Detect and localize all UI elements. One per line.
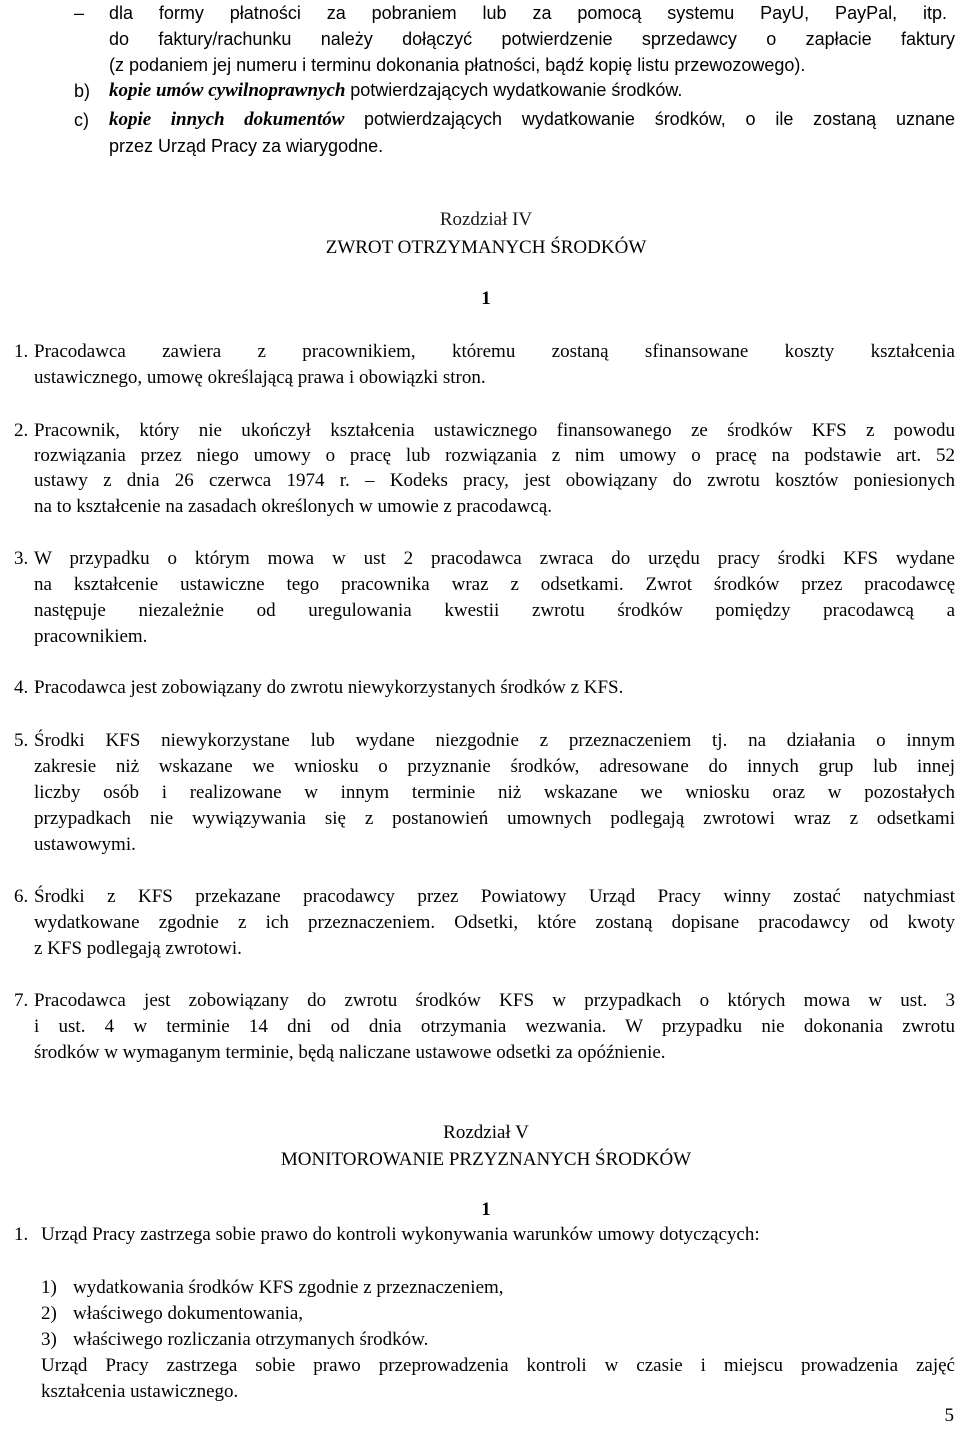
para-6-number: 6.	[14, 886, 29, 907]
para-6-line-3: z KFS podlegają zwrotowi.	[34, 938, 242, 959]
item-c-line-2: przez Urząd Pracy za wiarygodne.	[109, 136, 384, 156]
list-item-3-number: 3)	[41, 1329, 57, 1350]
para-2-line-1: Pracownik, który nie ukończył kształcenia ustawicznego finansowanego ze środków KFS z powodu	[34, 420, 955, 441]
para-3-line-1: W przypadku o którym mowa w ust 2 pracodawca zwraca do urzędu pracy środki KFS wydane	[34, 548, 955, 569]
para-4-number: 4.	[14, 677, 29, 698]
para-1-line-1: Pracodawca zawiera z pracownikiem, któremu zostaną sfinansowane koszty kształcenia	[34, 341, 955, 362]
para-3-number: 3.	[14, 548, 29, 569]
list-item-1-number: 1)	[41, 1277, 57, 1298]
chapter-5-title: Rozdział V	[443, 1122, 529, 1143]
chapter-4-title: Rozdział IV	[439, 209, 533, 230]
para-2-line-4: na to kształcenie na zasadach określonych w umowie z pracodawcą.	[34, 496, 553, 517]
chapter-5-section-number: 1	[481, 1199, 491, 1220]
chapter-5-intro: Urząd Pracy zastrzega sobie prawo do kontroli wykonywania warunków umowy dotyczących:	[41, 1224, 760, 1245]
para-2-line-2: rozwiązania przez niego umowy o pracę lub rozwiązania z nim umowy o pracę na podstawie art. 52	[34, 445, 955, 466]
para-7-line-3: środków w wymaganym terminie, będą naliczane ustawowe odsetki za opóźnienie.	[34, 1042, 666, 1063]
page-number: 5	[944, 1405, 954, 1426]
para-3-line-4: pracownikiem.	[34, 626, 148, 647]
para-3-line-2: na kształcenie ustawiczne tego pracownika wraz z odsetkami. Zwrot środków przez pracodawcę	[34, 574, 955, 595]
para-5-line-4: przypadkach nie wywiązywania się z postanowień umownych podlegają zwrotowi wraz z odsetkami	[34, 808, 955, 829]
para-4-line-1: Pracodawca jest zobowiązany do zwrotu niewykorzystanych środków z KFS.	[34, 677, 624, 698]
para-5-line-5: ustawowymi.	[34, 834, 136, 855]
para-2-number: 2.	[14, 420, 29, 441]
item-c-emphasis: kopie innych dokumentów	[109, 109, 345, 130]
closing-line-2: kształcenia ustawicznego.	[41, 1381, 239, 1402]
chapter-4-section-number: 1	[481, 288, 491, 309]
bullet-dash: –	[74, 3, 85, 23]
list-item-2-text: właściwego dokumentowania,	[73, 1303, 304, 1324]
para-7-line-1: Pracodawca jest zobowiązany do zwrotu środków KFS w przypadkach o których mowa w ust. 3	[34, 990, 955, 1011]
para-2-line-3: ustawy z dnia 26 czerwca 1974 r. – Kodeks pracy, jest obowiązany do zwrotu kosztów poniesionych	[34, 470, 955, 491]
item-b-marker: b)	[74, 81, 91, 101]
para-6-line-1: Środki z KFS przekazane pracodawcy przez Powiatowy Urząd Pracy winny zostać natychmiast	[34, 886, 955, 907]
para-5-line-3: liczby osób i realizowane w innym terminie niż wskazane we wniosku oraz w pozostałych	[34, 782, 955, 803]
chapter-4-subtitle: ZWROT OTRZYMANYCH ŚRODKÓW	[325, 237, 647, 258]
item-c-rest: potwierdzających wydatkowanie środków, o ile zostaną uznane	[363, 109, 955, 129]
para-6-line-2: wydatkowane zgodnie z ich przeznaczeniem. Odsetki, które zostaną dopisane pracodawcy od kwoty	[34, 912, 955, 933]
list-item-2-number: 2)	[41, 1303, 57, 1324]
para-5-number: 5.	[14, 730, 29, 751]
item-c-marker: c)	[74, 110, 89, 130]
list-item-3-text: właściwego rozliczania otrzymanych środków.	[73, 1329, 429, 1350]
chapter-5-subtitle: MONITOROWANIE PRZYZNANYCH ŚRODKÓW	[280, 1149, 692, 1170]
top-line-2: do faktury/rachunku należy dołączyć potwierdzenie sprzedawcy o zapłacie faktury	[109, 29, 955, 49]
item-b-text	[109, 79, 682, 102]
para-3-line-3: następuje niezależnie od uregulowania kwestii zwrotu środków pomiędzy pracodawcą a	[34, 600, 955, 621]
para-7-number: 7.	[14, 990, 29, 1011]
para-5-line-2: zakresie niż wskazane we wniosku o przyznanie środków, adresowane do innych grup lub innej	[34, 756, 955, 777]
top-line-1: dla formy płatności za pobraniem lub za pomocą systemu PayU, PayPal, itp.	[109, 3, 947, 23]
list-item-1-text: wydatkowania środków KFS zgodnie z przeznaczeniem,	[73, 1277, 504, 1298]
item-c-text	[109, 108, 955, 131]
chapter-5-intro-number: 1.	[14, 1224, 29, 1245]
para-1-number: 1.	[14, 341, 29, 362]
item-b-rest: potwierdzających wydatkowanie środków.	[350, 80, 683, 100]
top-line-3: (z podaniem jej numeru i terminu dokonania płatności, bądź kopię listu przewozowego).	[109, 55, 806, 75]
para-5-line-1: Środki KFS niewykorzystane lub wydane niezgodnie z przeznaczeniem tj. na działania o innym	[34, 730, 955, 751]
closing-line-1: Urząd Pracy zastrzega sobie prawo przeprowadzenia kontroli w czasie i miejscu prowadzenia zajęć	[41, 1355, 955, 1376]
para-1-line-2: ustawicznego, umowę określającą prawa i obowiązki stron.	[34, 367, 486, 388]
item-b-emphasis: kopie umów cywilnoprawnych	[109, 80, 346, 101]
para-7-line-2: i ust. 4 w terminie 14 dni od dnia otrzymania wezwania. W przypadku nie dokonania zwrotu	[34, 1016, 955, 1037]
